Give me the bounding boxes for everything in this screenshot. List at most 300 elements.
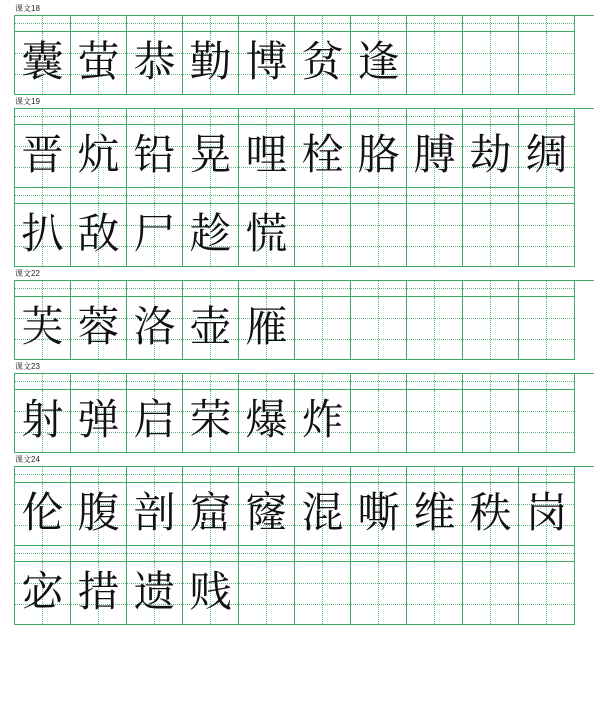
guide-band-cell [295, 281, 351, 297]
character-glyph: 射 [21, 395, 64, 444]
guide-band-row [15, 546, 594, 562]
character-glyph: 芙 [21, 302, 64, 351]
character-glyph [407, 297, 462, 359]
character-cell[interactable] [407, 297, 463, 360]
character-cell[interactable] [519, 390, 575, 453]
character-cell[interactable] [239, 297, 295, 360]
guide-band-cell [295, 546, 351, 562]
guide-line-vertical [490, 467, 491, 482]
guide-band-cell [15, 546, 71, 562]
character-cell[interactable] [519, 297, 575, 360]
guide-band-row [15, 467, 594, 483]
character-glyph [463, 562, 518, 624]
guide-band-cell [295, 109, 351, 125]
lesson-label: 课文23 [15, 362, 40, 371]
character-cell[interactable] [183, 125, 239, 188]
guide-line-vertical [210, 281, 211, 296]
character-cell[interactable] [351, 562, 407, 625]
character-glyph [519, 204, 574, 266]
guide-line-vertical [490, 188, 491, 203]
guide-line-vertical [434, 16, 435, 31]
guide-band-cell [127, 374, 183, 390]
guide-band-cell [519, 467, 575, 483]
character-cell[interactable] [71, 390, 127, 453]
guide-line-vertical [98, 281, 99, 296]
guide-band-cell [183, 188, 239, 204]
guide-band-cell [463, 374, 519, 390]
guide-band-cell [463, 546, 519, 562]
guide-band-row [15, 188, 594, 204]
guide-line-vertical [434, 467, 435, 482]
character-cell[interactable] [463, 297, 519, 360]
guide-line-vertical [490, 546, 491, 561]
lesson-label: 课文22 [15, 269, 40, 278]
character-cell[interactable] [127, 125, 183, 188]
character-cell[interactable] [351, 483, 407, 546]
character-glyph: 荣 [189, 395, 232, 444]
guide-line-vertical [98, 546, 99, 561]
guide-band-cell [351, 188, 407, 204]
character-cell[interactable] [295, 125, 351, 188]
guide-band-cell [127, 467, 183, 483]
guide-band-cell [71, 374, 127, 390]
character-glyph [519, 32, 574, 94]
character-cell[interactable] [407, 125, 463, 188]
guide-band-cell [15, 467, 71, 483]
guide-band-cell [127, 16, 183, 32]
character-cell[interactable] [127, 483, 183, 546]
guide-band-cell [351, 281, 407, 297]
character-cell[interactable] [463, 390, 519, 453]
character-glyph: 慌 [245, 209, 288, 258]
guide-line-vertical [266, 546, 267, 561]
character-glyph [351, 390, 406, 452]
character-glyph: 趁 [189, 209, 232, 258]
character-glyph: 贫 [301, 37, 344, 86]
guide-line-vertical [490, 281, 491, 296]
guide-line-vertical [210, 16, 211, 31]
guide-line-vertical [42, 546, 43, 561]
guide-line-vertical [434, 281, 435, 296]
character-glyph: 萤 [77, 37, 120, 86]
guide-line-vertical [210, 188, 211, 203]
guide-line-vertical [266, 374, 267, 389]
guide-line-vertical [154, 467, 155, 482]
character-glyph: 炕 [77, 130, 120, 179]
guide-line-vertical [266, 281, 267, 296]
character-cell[interactable] [407, 483, 463, 546]
character-cell[interactable] [239, 562, 295, 625]
guide-band-cell [407, 546, 463, 562]
character-glyph: 腹 [77, 488, 120, 537]
character-glyph: 嘶 [357, 488, 400, 537]
character-glyph: 启 [133, 395, 176, 444]
character-cell[interactable] [351, 125, 407, 188]
character-glyph: 晋 [21, 130, 64, 179]
character-cell[interactable] [183, 297, 239, 360]
character-cell[interactable] [295, 562, 351, 625]
character-cell[interactable] [407, 562, 463, 625]
character-glyph: 博 [245, 37, 288, 86]
guide-line-vertical [322, 374, 323, 389]
guide-band-cell [183, 109, 239, 125]
character-glyph [519, 390, 574, 452]
guide-line-vertical [42, 109, 43, 124]
character-cell[interactable] [71, 297, 127, 360]
character-glyph: 雁 [245, 302, 288, 351]
guide-band-cell [71, 109, 127, 125]
character-cell[interactable] [407, 204, 463, 267]
lesson-section [14, 4, 594, 95]
character-cell[interactable] [15, 390, 71, 453]
character-cell[interactable] [295, 204, 351, 267]
character-cell[interactable] [295, 297, 351, 360]
character-cell[interactable] [71, 125, 127, 188]
guide-line-vertical [322, 109, 323, 124]
guide-band-cell [127, 546, 183, 562]
character-cell[interactable] [127, 32, 183, 95]
character-glyph: 逢 [357, 37, 400, 86]
guide-band-cell [519, 188, 575, 204]
character-cell[interactable] [127, 297, 183, 360]
character-cell[interactable] [15, 204, 71, 267]
character-glyph [463, 390, 518, 452]
guide-band-cell [463, 281, 519, 297]
guide-line-vertical [266, 16, 267, 31]
guide-line-vertical [266, 467, 267, 482]
character-row [15, 204, 594, 267]
guide-line-vertical [546, 374, 547, 389]
guide-line-vertical [210, 546, 211, 561]
character-cell[interactable] [463, 562, 519, 625]
character-glyph [463, 204, 518, 266]
character-cell[interactable] [239, 483, 295, 546]
character-row [15, 297, 594, 360]
character-row [15, 562, 594, 625]
character-glyph: 尸 [133, 209, 176, 258]
guide-band-cell [463, 188, 519, 204]
guide-line-vertical [434, 546, 435, 561]
guide-band-cell [15, 109, 71, 125]
guide-band-cell [127, 281, 183, 297]
guide-band-cell [351, 109, 407, 125]
character-glyph: 劫 [469, 130, 512, 179]
guide-band-cell [519, 374, 575, 390]
guide-line-vertical [98, 109, 99, 124]
lesson-section [14, 269, 594, 360]
guide-line-vertical [546, 546, 547, 561]
character-cell[interactable] [127, 204, 183, 267]
character-glyph: 蓉 [77, 302, 120, 351]
guide-band-cell [519, 281, 575, 297]
lesson-section [14, 455, 594, 625]
character-glyph [519, 562, 574, 624]
character-cell[interactable] [15, 483, 71, 546]
character-cell[interactable] [127, 562, 183, 625]
character-glyph: 窟 [189, 488, 232, 537]
guide-line-vertical [266, 188, 267, 203]
character-cell[interactable] [183, 204, 239, 267]
character-glyph: 岗 [525, 488, 568, 537]
character-cell[interactable] [463, 32, 519, 95]
character-cell[interactable] [295, 390, 351, 453]
character-cell[interactable] [127, 390, 183, 453]
guide-line-vertical [490, 109, 491, 124]
guide-band-cell [295, 467, 351, 483]
guide-line-vertical [154, 546, 155, 561]
guide-line-vertical [546, 467, 547, 482]
guide-band-cell [239, 109, 295, 125]
lesson-section [14, 362, 594, 453]
character-cell[interactable] [183, 483, 239, 546]
character-glyph: 绸 [525, 130, 568, 179]
guide-line-vertical [322, 16, 323, 31]
guide-band-cell [15, 281, 71, 297]
guide-band-cell [351, 16, 407, 32]
character-glyph: 洛 [133, 302, 176, 351]
character-glyph [407, 562, 462, 624]
character-glyph: 遗 [133, 567, 176, 616]
character-cell[interactable] [463, 125, 519, 188]
guide-line-vertical [154, 109, 155, 124]
guide-band-cell [351, 467, 407, 483]
guide-line-vertical [98, 467, 99, 482]
character-cell[interactable] [15, 125, 71, 188]
character-row [15, 390, 594, 453]
guide-band-cell [295, 16, 351, 32]
character-glyph [407, 32, 462, 94]
guide-line-vertical [98, 16, 99, 31]
character-glyph: 壶 [189, 302, 232, 351]
character-glyph: 铅 [133, 130, 176, 179]
character-glyph: 爆 [245, 395, 288, 444]
guide-line-vertical [378, 467, 379, 482]
character-cell[interactable] [295, 483, 351, 546]
character-glyph [519, 297, 574, 359]
guide-line-vertical [490, 374, 491, 389]
character-glyph: 恭 [133, 37, 176, 86]
guide-line-vertical [42, 281, 43, 296]
character-glyph: 胳 [357, 130, 400, 179]
guide-line-vertical [322, 546, 323, 561]
character-grid [14, 15, 594, 95]
character-glyph: 混 [301, 488, 344, 537]
guide-band-cell [407, 281, 463, 297]
guide-band-cell [239, 16, 295, 32]
guide-line-vertical [322, 467, 323, 482]
character-cell[interactable] [519, 125, 575, 188]
character-cell[interactable] [295, 32, 351, 95]
character-cell[interactable] [407, 32, 463, 95]
guide-band-cell [351, 374, 407, 390]
guide-band-cell [519, 16, 575, 32]
guide-line-vertical [42, 188, 43, 203]
guide-band-cell [183, 281, 239, 297]
guide-band-cell [295, 188, 351, 204]
guide-line-vertical [378, 16, 379, 31]
guide-band-cell [519, 109, 575, 125]
character-cell[interactable] [183, 562, 239, 625]
character-glyph [295, 204, 350, 266]
character-cell[interactable] [71, 483, 127, 546]
guide-band-cell [519, 546, 575, 562]
guide-line-vertical [434, 188, 435, 203]
guide-line-vertical [546, 109, 547, 124]
character-cell[interactable] [71, 204, 127, 267]
guide-band-row [15, 109, 594, 125]
guide-band-cell [15, 188, 71, 204]
character-glyph: 弹 [77, 395, 120, 444]
guide-line-vertical [210, 374, 211, 389]
guide-line-vertical [322, 188, 323, 203]
character-glyph [239, 562, 294, 624]
character-glyph: 伦 [21, 488, 64, 537]
guide-band-cell [239, 374, 295, 390]
guide-line-vertical [546, 16, 547, 31]
character-glyph: 窿 [245, 488, 288, 537]
guide-band-cell [71, 188, 127, 204]
guide-line-vertical [322, 281, 323, 296]
character-grid [14, 280, 594, 360]
character-glyph [295, 562, 350, 624]
character-cell[interactable] [519, 562, 575, 625]
character-cell[interactable] [183, 32, 239, 95]
character-cell[interactable] [351, 32, 407, 95]
character-cell[interactable] [351, 204, 407, 267]
character-cell[interactable] [239, 125, 295, 188]
guide-band-cell [407, 109, 463, 125]
character-glyph: 秩 [469, 488, 512, 537]
guide-line-vertical [490, 16, 491, 31]
guide-band-cell [407, 374, 463, 390]
character-cell[interactable] [463, 483, 519, 546]
character-grid [14, 373, 594, 453]
character-glyph [351, 562, 406, 624]
guide-line-vertical [210, 467, 211, 482]
character-glyph: 措 [77, 567, 120, 616]
character-glyph [463, 297, 518, 359]
character-glyph [407, 390, 462, 452]
guide-band-cell [407, 188, 463, 204]
guide-line-vertical [378, 281, 379, 296]
guide-band-cell [15, 374, 71, 390]
guide-line-vertical [266, 109, 267, 124]
character-glyph [463, 32, 518, 94]
guide-line-vertical [378, 374, 379, 389]
guide-line-vertical [42, 374, 43, 389]
character-glyph: 剖 [133, 488, 176, 537]
character-glyph: 哩 [245, 130, 288, 179]
character-cell[interactable] [351, 390, 407, 453]
guide-band-cell [463, 467, 519, 483]
guide-line-vertical [434, 109, 435, 124]
guide-band-cell [463, 16, 519, 32]
character-cell[interactable] [183, 390, 239, 453]
character-glyph: 维 [413, 488, 456, 537]
guide-band-cell [127, 109, 183, 125]
guide-band-cell [239, 467, 295, 483]
guide-band-cell [183, 467, 239, 483]
guide-band-cell [71, 467, 127, 483]
character-glyph [351, 204, 406, 266]
character-cell[interactable] [71, 32, 127, 95]
guide-line-vertical [546, 188, 547, 203]
guide-band-cell [295, 374, 351, 390]
character-grid [14, 108, 594, 267]
guide-line-vertical [378, 188, 379, 203]
guide-line-vertical [378, 109, 379, 124]
character-cell[interactable] [519, 483, 575, 546]
guide-band-row [15, 16, 594, 32]
guide-band-cell [407, 467, 463, 483]
guide-band-cell [463, 109, 519, 125]
character-glyph: 贱 [189, 567, 232, 616]
guide-line-vertical [154, 374, 155, 389]
guide-line-vertical [546, 281, 547, 296]
character-cell[interactable] [15, 562, 71, 625]
character-row [15, 32, 594, 95]
guide-band-cell [183, 374, 239, 390]
guide-band-cell [71, 281, 127, 297]
guide-band-row [15, 374, 594, 390]
character-glyph: 栓 [301, 130, 344, 179]
guide-line-vertical [154, 188, 155, 203]
guide-line-vertical [98, 188, 99, 203]
guide-band-cell [239, 546, 295, 562]
character-glyph: 晃 [189, 130, 232, 179]
guide-line-vertical [154, 16, 155, 31]
character-glyph [407, 204, 462, 266]
guide-band-row [15, 281, 594, 297]
guide-band-cell [71, 546, 127, 562]
guide-band-cell [127, 188, 183, 204]
lesson-label: 课文19 [15, 97, 40, 106]
character-row [15, 125, 594, 188]
character-glyph: 囊 [21, 37, 64, 86]
guide-band-cell [351, 546, 407, 562]
character-cell[interactable] [15, 32, 71, 95]
character-row [15, 483, 594, 546]
guide-line-vertical [42, 467, 43, 482]
character-cell[interactable] [351, 297, 407, 360]
lesson-section [14, 97, 594, 267]
character-glyph [351, 297, 406, 359]
character-cell[interactable] [239, 204, 295, 267]
character-glyph: 炸 [301, 395, 344, 444]
guide-line-vertical [42, 16, 43, 31]
guide-band-cell [407, 16, 463, 32]
character-cell[interactable] [239, 390, 295, 453]
guide-line-vertical [434, 374, 435, 389]
character-cell[interactable] [519, 204, 575, 267]
guide-band-cell [71, 16, 127, 32]
character-glyph: 扒 [21, 209, 64, 258]
character-cell[interactable] [71, 562, 127, 625]
guide-band-cell [183, 546, 239, 562]
character-cell[interactable] [519, 32, 575, 95]
guide-line-vertical [210, 109, 211, 124]
character-glyph: 膊 [413, 130, 456, 179]
guide-band-cell [239, 188, 295, 204]
guide-band-cell [239, 281, 295, 297]
character-glyph [295, 297, 350, 359]
character-cell[interactable] [463, 204, 519, 267]
character-cell[interactable] [15, 297, 71, 360]
character-cell[interactable] [239, 32, 295, 95]
character-cell[interactable] [407, 390, 463, 453]
character-glyph: 勤 [189, 37, 232, 86]
guide-band-cell [15, 16, 71, 32]
